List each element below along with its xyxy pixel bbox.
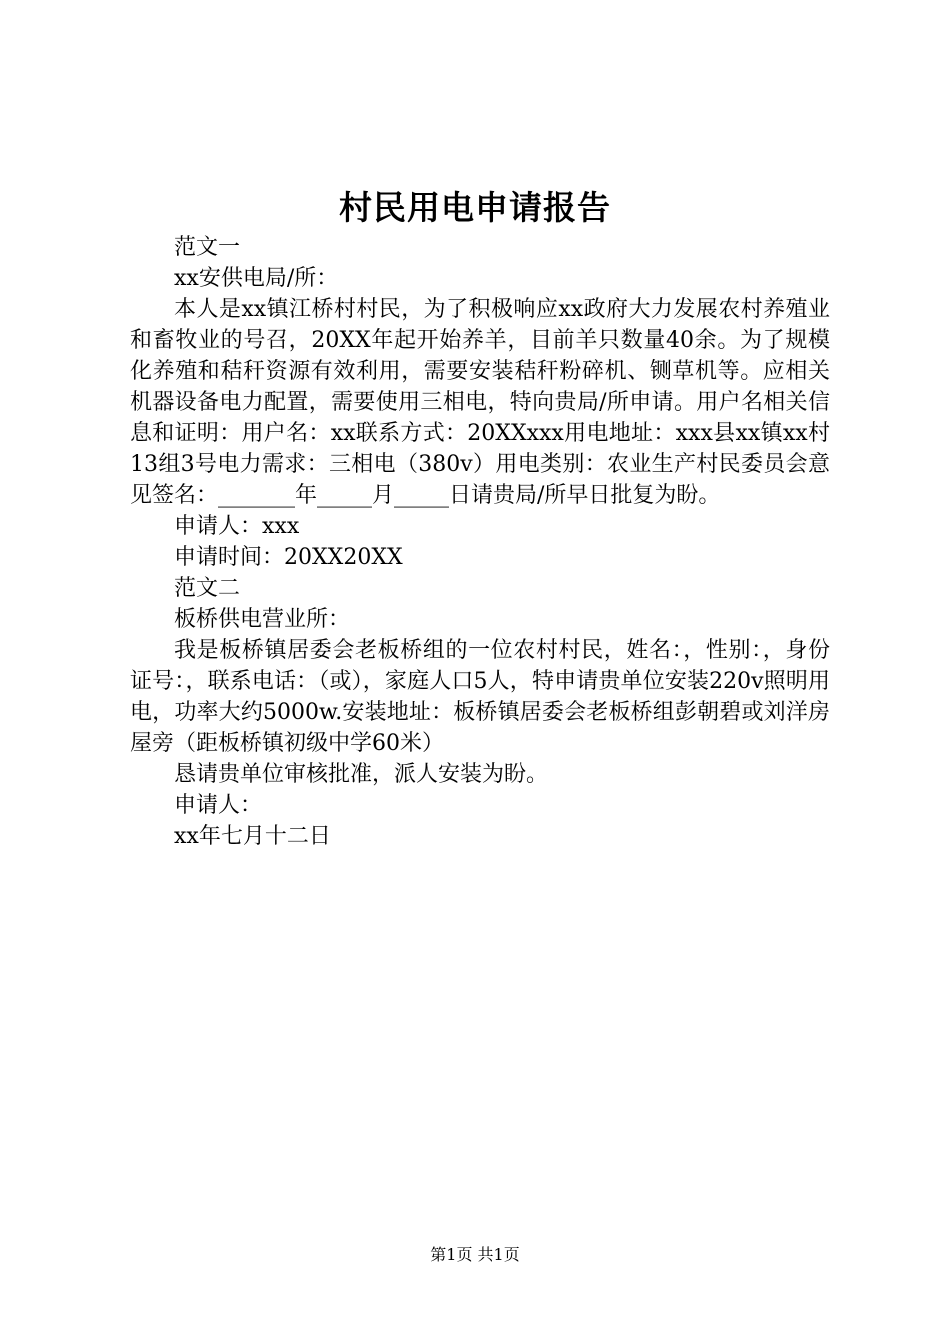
section-heading-2: 范文二 [174,576,241,601]
application-date-line: 申请时间：20XX20XX [174,545,403,570]
addressee-2: 板桥供电营业所： [174,607,351,632]
request-line: 恳请贵单位审核批准，派人安装为盼。 [174,762,549,787]
body-paragraph-1: 本人是xx镇江桥村村民，为了积极响应xx政府大力发展农村养殖业和畜牧业的号召，20XX年起开始养羊，目前羊只数量40余。为了规模化养殖和秸秆资源有效利用，需要安装秸秆粉碎机、铡草机等。应相关机器设备电力配置，需要使用三相电，特向贵局/所申请。用户名相关信息和证明：用户名：xx联系方式：20XXxxx用电地址：xxx县xx镇xx村13组3号电力需求：三相电（380v）用电类别：农业生产村民委员会意见签名：_______年_____月_____日请贵局/所早日批复为盼。 [130,297,830,508]
document-title: 村民用电申请报告 [339,188,611,227]
applicant-line-1: 申请人：xxx [174,514,300,539]
addressee-1: xx安供电局/所： [174,266,339,291]
section-heading-1: 范文一 [174,235,241,260]
applicant-line-2: 申请人： [174,793,263,818]
date-line: xx年七月十二日 [174,824,331,849]
page-footer: 第1页 共1页 [430,1245,520,1264]
body-paragraph-2: 我是板桥镇居委会老板桥组的一位农村村民，姓名：，性别：，身份证号：，联系电话：（或），家庭人口5人，特申请贵单位安装220v照明用电，功率大约5000w.安装地址：板桥镇居委会老板桥组彭朝碧或刘洋房屋旁（距板桥镇初级中学60米） [130,638,830,756]
document-body [130,232,830,852]
